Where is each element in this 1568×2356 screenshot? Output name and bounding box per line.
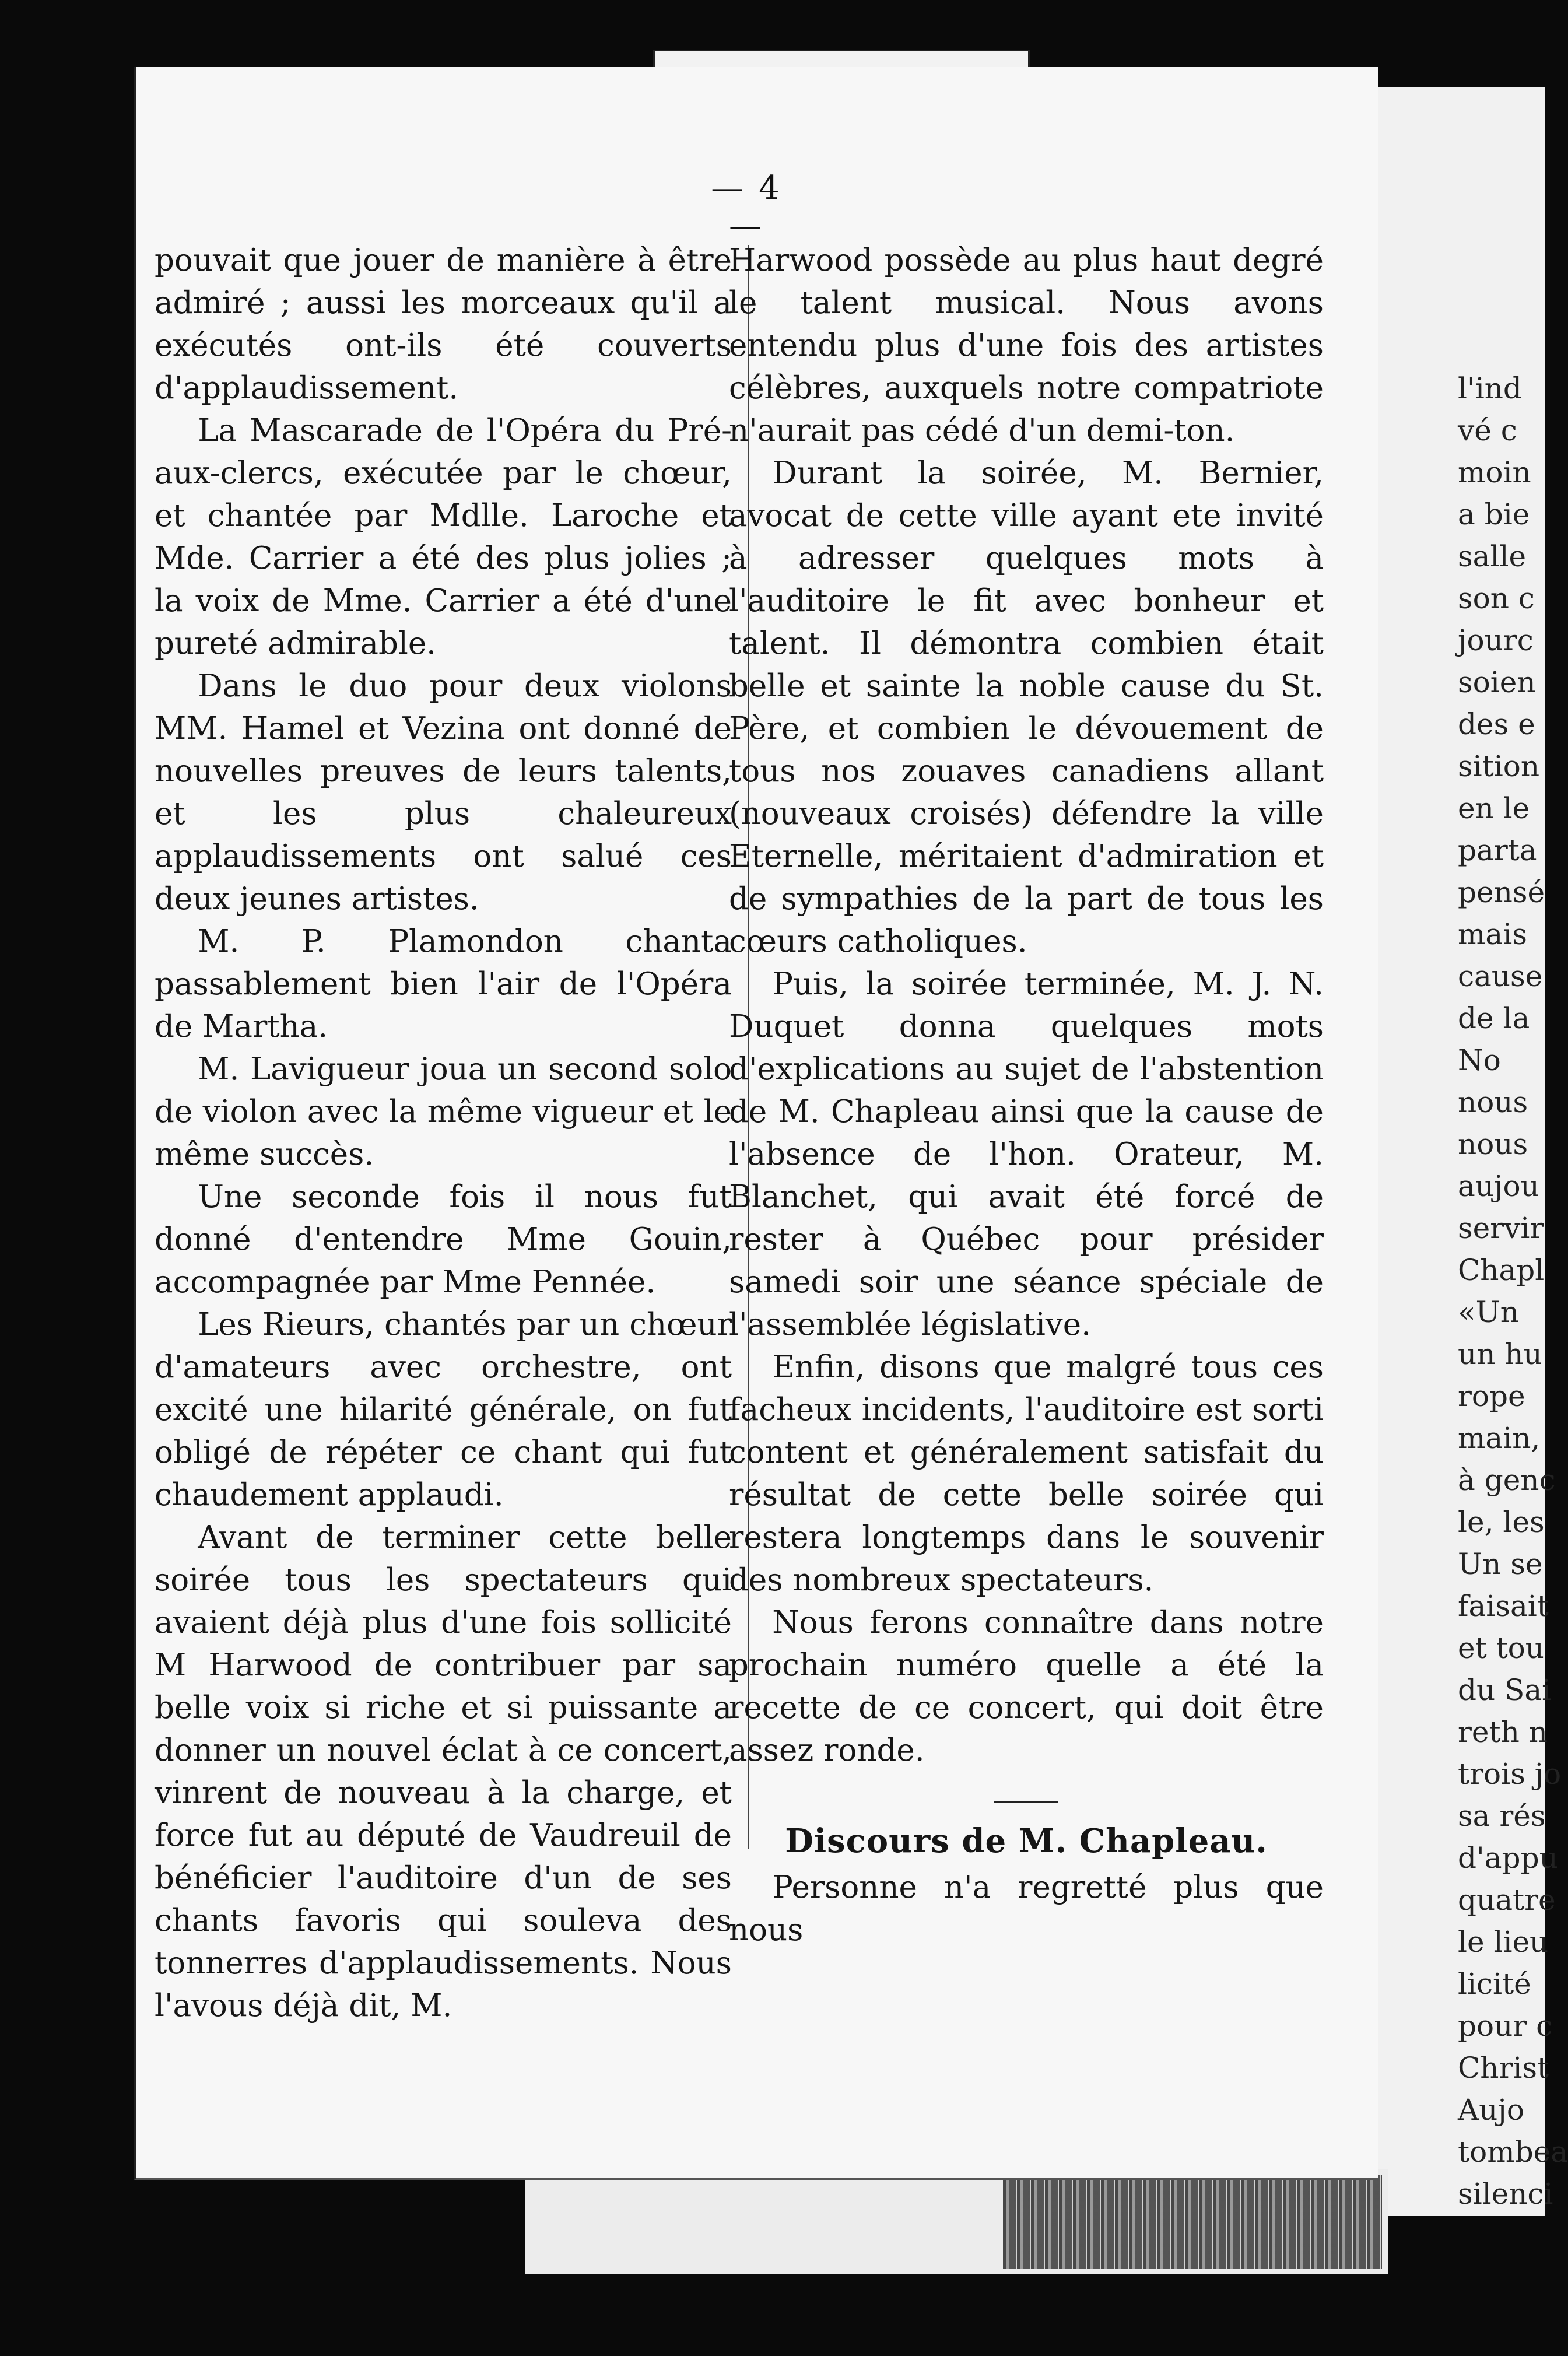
adjacent-text-fragment: vé c xyxy=(1458,413,1517,447)
left-column xyxy=(155,239,732,2027)
adjacent-text-fragment: Un se xyxy=(1458,1547,1543,1581)
right-paragraph: Puis, la soirée terminée, M. J. N. Duquet donna quelques mots d'explications au sujet de l'abstention de M. Chapleau ainsi que la cause de l'absence de l'hon. Orateur, M. Blanchet, qui avait été forcé de rester à Québec pour présider samedi soir une séance spéciale de l'assemblée législative. xyxy=(729,966,1324,1342)
left-paragraph: La Mascarade de l'Opéra du Pré-aux-clercs, exécutée par le chœur, et chantée par Mdlle. Laroche et Mde. Carrier a été des plus jolies ; la voix de Mme. Carrier a été d'une pureté admirable. xyxy=(155,413,732,661)
page-number: — 4 — xyxy=(711,169,782,245)
bottom-scan-artifact xyxy=(1003,2175,1382,2269)
adjacent-text-fragment: nous xyxy=(1458,1085,1528,1119)
adjacent-text-fragment: tombea xyxy=(1458,2135,1568,2169)
adjacent-text-fragment: de la xyxy=(1458,1001,1530,1035)
adjacent-text-fragment: soien xyxy=(1458,665,1536,699)
adjacent-text-fragment: Christ xyxy=(1458,2051,1549,2085)
adjacent-text-fragment: des e xyxy=(1458,707,1535,741)
left-paragraph: Les Rieurs, chantés par un chœur d'amateurs avec orchestre, ont excité une hilarité générale, on fut obligé de répéter ce chant qui fut chaudement applaudi. xyxy=(155,1307,732,1513)
adjacent-text-fragment: salle xyxy=(1458,539,1527,573)
adjacent-text-fragment: sa rés xyxy=(1458,1799,1546,1833)
adjacent-text-fragment: rope xyxy=(1458,1379,1525,1413)
section-rule xyxy=(994,1801,1058,1803)
adjacent-text-fragment: un hu xyxy=(1458,1337,1542,1371)
adjacent-text-fragment: parta xyxy=(1458,833,1537,867)
adjacent-text-fragment: moin xyxy=(1458,455,1531,489)
adjacent-text-fragment: aujou xyxy=(1458,1169,1539,1203)
left-paragraph: Une seconde fois il nous fut donné d'entendre Mme Gouin, accompagnée par Mme Pennée. xyxy=(155,1179,732,1300)
left-paragraph: Avant de terminer cette belle soirée tous les spectateurs qui avaient déjà plus d'une fois sollicité M Harwood de contribuer par sa belle voix si riche et si puissante a donner un nouvel éclat à ce concert, vinrent de nouveau à la charge, et force fut au député de Vaudreuil de bénéficier l'auditoire d'un de ses chants favoris qui souleva des tonnerres d'applaudissements. Nous l'avous déjà dit, M. xyxy=(155,1520,732,2024)
adjacent-text-fragment: faisait xyxy=(1458,1589,1549,1623)
left-paragraph: M. P. Plamondon chanta passablement bien l'air de l'Opéra de Martha. xyxy=(155,924,732,1044)
right-paragraph: Enfin, disons que malgré tous ces facheux incidents, l'auditoire est sorti content et généralement satisfait du résultat de cette belle soirée qui restera longtemps dans le souvenir des nombreux spectateurs. xyxy=(729,1349,1324,1598)
adjacent-text-fragment: cause xyxy=(1458,959,1543,993)
adjacent-text-fragment: reth n xyxy=(1458,1715,1548,1749)
adjacent-text-fragment: licité xyxy=(1458,1967,1531,2001)
right-paragraph: Harwood possède au plus haut degré le talent musical. Nous avons entendu plus d'une fois des artistes célèbres, auxquels notre compatriote n'aurait pas cédé d'un demi-ton. xyxy=(729,243,1324,448)
adjacent-page-text xyxy=(1458,367,1568,2215)
adjacent-text-fragment: son c xyxy=(1458,581,1535,615)
adjacent-text-fragment: No xyxy=(1458,1043,1501,1077)
adjacent-text-fragment: pensé xyxy=(1458,875,1545,909)
adjacent-text-fragment: main, xyxy=(1458,1421,1541,1455)
section-first-line: Personne n'a regretté plus que nous xyxy=(729,1870,1324,1948)
adjacent-text-fragment: jourc xyxy=(1458,623,1534,657)
section-heading: Discours de M. Chapleau. xyxy=(785,1822,1268,1860)
left-paragraph: Dans le duo pour deux violons MM. Hamel et Vezina ont donné de nouvelles preuves de leurs talents, et les plus chaleureux applaudissements ont salué ces deux jeunes artistes. xyxy=(155,668,732,917)
adjacent-text-fragment: Aujo xyxy=(1458,2093,1524,2127)
adjacent-text-fragment: en le xyxy=(1458,791,1530,825)
adjacent-text-fragment: servir xyxy=(1458,1211,1544,1245)
adjacent-text-fragment: et tou xyxy=(1458,1631,1544,1665)
adjacent-text-fragment: pour c xyxy=(1458,2009,1553,2043)
right-paragraph: Durant la soirée, M. Bernier, avocat de cette ville ayant ete invité à adresser quelques mots à l'auditoire le fit avec bonheur et talent. Il démontra combien était belle et sainte la noble cause du St. Père, et combien le dévouement de tous nos zouaves canadiens allant (nouveaux croisés) défendre la ville Eternelle, méritaient d'admiration et de sympathies de la part de tous les cœurs catholiques. xyxy=(729,455,1324,959)
adjacent-text-fragment: Chapl xyxy=(1458,1253,1545,1287)
adjacent-text-fragment: quatre xyxy=(1458,1883,1556,1917)
right-column xyxy=(729,239,1324,1951)
adjacent-text-fragment: «Un xyxy=(1458,1295,1519,1329)
adjacent-text-fragment: le lieu xyxy=(1458,1925,1549,1959)
adjacent-text-fragment: mais xyxy=(1458,917,1527,951)
adjacent-text-fragment: à genc xyxy=(1458,1463,1556,1497)
adjacent-text-fragment: le, les xyxy=(1458,1505,1545,1539)
adjacent-text-fragment: du Sai xyxy=(1458,1673,1552,1707)
adjacent-text-fragment: nous xyxy=(1458,1127,1528,1161)
adjacent-text-fragment: sition xyxy=(1458,749,1540,783)
adjacent-text-fragment: trois jo xyxy=(1458,1757,1562,1791)
adjacent-text-fragment: l'ind xyxy=(1458,371,1522,405)
left-paragraph: pouvait que jouer de manière à être admiré ; aussi les morceaux qu'il a exécutés ont-ils été couverts d'applaudissement. xyxy=(155,243,732,406)
left-paragraph: M. Lavigueur joua un second solo de violon avec la même vigueur et le même succès. xyxy=(155,1051,732,1172)
adjacent-text-fragment: silenci xyxy=(1458,2177,1553,2211)
adjacent-text-fragment: d'appu xyxy=(1458,1841,1558,1875)
right-paragraph: Nous ferons connaître dans notre prochain numéro quelle a été la recette de ce concert, qui doit être assez ronde. xyxy=(729,1605,1324,1768)
adjacent-text-fragment: a bie xyxy=(1458,497,1530,531)
